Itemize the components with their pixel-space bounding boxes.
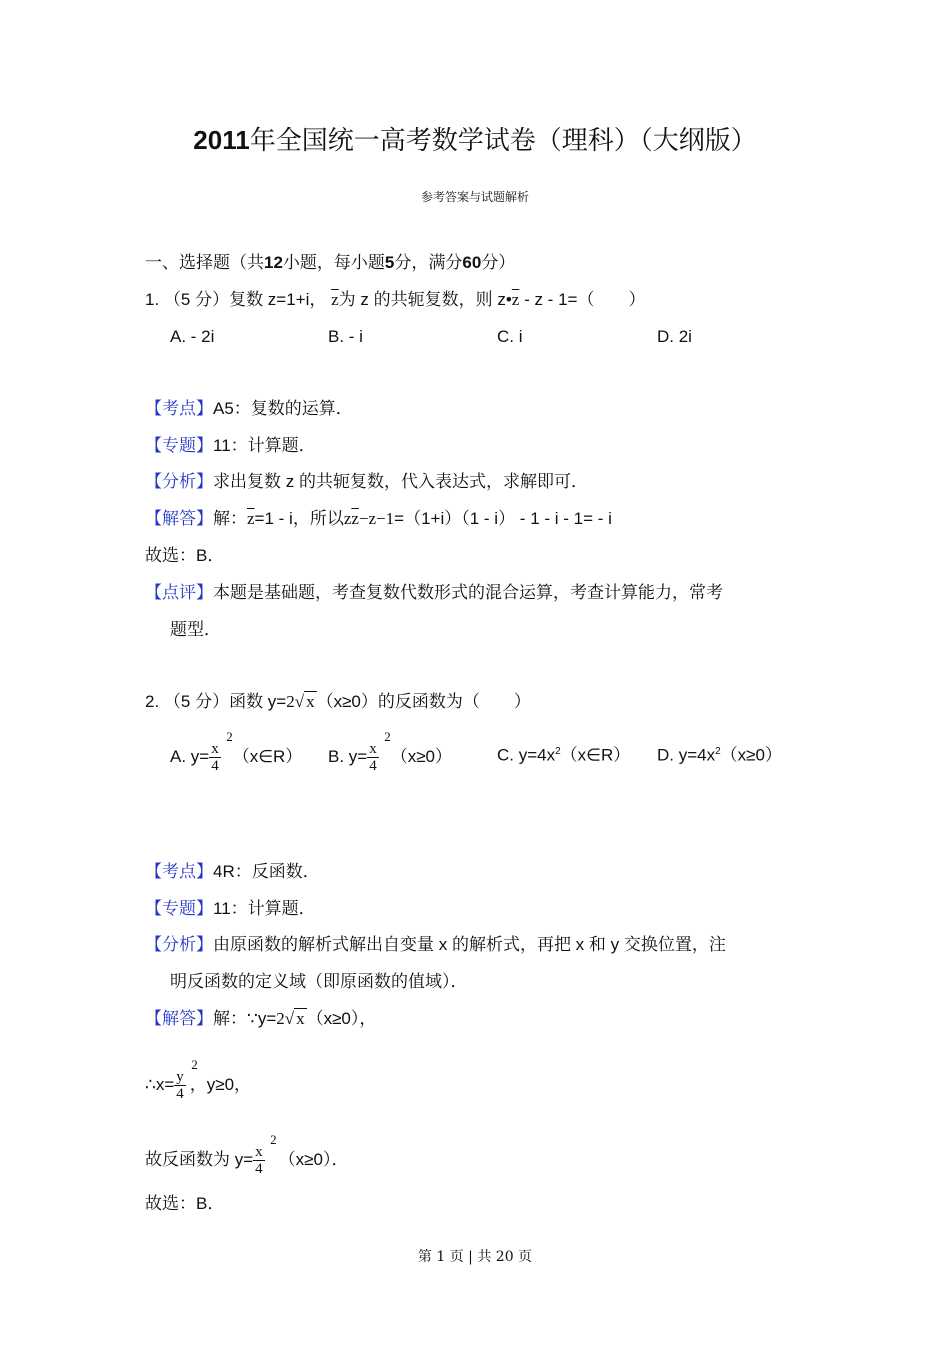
- q2-options-1-cond: （x≥0）: [390, 746, 453, 766]
- q2-step1-exp: 2: [191, 1057, 198, 1072]
- q2-option-b: [328, 729, 453, 774]
- q2-jieda: [145, 1008, 376, 1030]
- q2-options-2-exp: 2: [555, 746, 561, 757]
- q1-jieda-tag: 【解答】: [145, 509, 213, 528]
- q2-options-0-label: A. y=: [170, 746, 210, 766]
- q2-step-1: [145, 1057, 252, 1102]
- q2-answer: 故选：B．: [145, 1194, 225, 1213]
- math-fragment: [174, 1057, 198, 1102]
- q2-zhuanti: [145, 898, 316, 920]
- q2-options-1-den: 4: [369, 758, 377, 774]
- q2-jieda-b: （x≥0），: [306, 1009, 377, 1028]
- q2-jieda-coef: 2: [276, 1009, 285, 1028]
- math-fragment: [253, 1132, 277, 1177]
- q1-zbar: $\overline{z}$: [331, 290, 339, 309]
- q1-option-d: D. 2i: [657, 327, 692, 346]
- q2-step2-b: （x≥0）．: [278, 1149, 349, 1169]
- q1-stem-a: 1. （5 分）复数 z=1+i，: [145, 290, 327, 309]
- q2-step2-den: 4: [255, 1161, 263, 1177]
- q1-jieda-c: =（1+i）（1 - i） - 1 - i - 1= - i: [394, 509, 612, 528]
- q1-zhuanti-tag: 【专题】: [145, 436, 213, 455]
- q1-option-c: C. i: [497, 327, 523, 346]
- q1-kaodian-tag: 【考点】: [145, 399, 213, 418]
- q2-fenxi-tag: 【分析】: [145, 935, 213, 954]
- question-2-stem: [145, 691, 531, 713]
- q1-dianping-tag: 【点评】: [145, 583, 213, 602]
- q1-jieda-b: =1 - i，所以: [254, 509, 344, 528]
- q2-fenxi-1: 由原函数的解析式解出自变量 x 的解析式，再把 x 和 y 交换位置，注: [213, 935, 726, 954]
- section-pts: 5: [384, 253, 395, 272]
- section-mid2: 分，满分: [394, 253, 463, 272]
- q1-stem-c: - z - 1=（ ）: [524, 290, 646, 309]
- q2-rad: x: [306, 692, 315, 711]
- q2-options-3-label: D. y=4x: [657, 745, 716, 765]
- q1-dianping: [145, 582, 723, 604]
- q2-jieda-tag: 【解答】: [145, 1009, 213, 1028]
- q1-kaodian: A5：复数的运算．: [213, 399, 353, 418]
- q1-zbar: $\overline{z}$: [351, 509, 359, 528]
- q2-options-3-cond: （x≥0）: [720, 745, 782, 765]
- q2-option-a: [170, 729, 303, 774]
- q1-jieda-expr-rest: −z−1: [358, 509, 395, 528]
- q2-options-2-label: C. y=4x: [497, 745, 556, 765]
- q1-jieda-expr-z: z: [343, 509, 352, 528]
- section-heading: [145, 252, 515, 274]
- section-post: 分）: [481, 253, 516, 272]
- subtitle: 参考答案与试题解析: [420, 190, 529, 204]
- q2-options-1-exp: 2: [384, 729, 391, 744]
- q2-stem-b: （x≥0）的反函数为（ ）: [316, 692, 531, 711]
- q2-options-0-den: 4: [211, 758, 219, 774]
- q1-zbar: $\overline{z}$: [247, 509, 255, 528]
- q2-step-2: [145, 1132, 349, 1177]
- q1-answer: 故选：B．: [145, 546, 225, 565]
- math-fragment: [209, 729, 233, 774]
- question-1-stem: [145, 289, 645, 311]
- q1-jieda-a: 解：: [213, 509, 247, 528]
- q2-step1-a: ∴x=: [145, 1074, 175, 1094]
- q1-dianping-cont: 题型．: [170, 620, 221, 639]
- section-total: 60: [462, 253, 482, 272]
- page-title: [0, 124, 950, 156]
- q2-options-3-exp: 2: [715, 746, 721, 757]
- q1-fenxi: [145, 471, 588, 493]
- q2-fenxi-cont: 明反函数的定义域（即原函数的值域）．: [170, 972, 468, 991]
- q2-step2-num: x: [255, 1144, 263, 1160]
- q1-stem-b: 为 z 的共轭复数，则 z•: [338, 290, 512, 309]
- page-footer: 第 1 页 | 共 20 页: [417, 1249, 533, 1265]
- q2-step2-exp: 2: [270, 1132, 277, 1147]
- section-mid1: 小题，每小题: [282, 253, 385, 272]
- q1-zhuanti: [145, 435, 316, 457]
- q1-option-b: B. - i: [328, 327, 363, 346]
- title-year: 2011: [193, 125, 250, 155]
- q2-options-1-label: B. y=: [328, 746, 368, 766]
- q1-option-a: A. - 2i: [170, 327, 215, 346]
- q2-kaodian-tag: 【考点】: [145, 862, 213, 881]
- q1-dianping-1: 本题是基础题，考查复数代数形式的混合运算，考查计算能力，常考: [213, 583, 723, 602]
- q2-kaodian: 4R：反函数．: [213, 862, 320, 881]
- q1-zbar: $\overline{z}$: [511, 290, 520, 309]
- q2-options-2-cond: （x∈R）: [560, 745, 631, 765]
- section-n: 12: [264, 253, 283, 272]
- q2-zhuanti-tag: 【专题】: [145, 899, 213, 918]
- q2-option-d: [657, 741, 782, 767]
- q1-fenxi-tag: 【分析】: [145, 472, 213, 491]
- q2-step2-a: 故反函数为 y=: [145, 1149, 254, 1169]
- q1-kaodian: [145, 398, 353, 420]
- q2-jieda-a: 解：∵y=: [213, 1009, 277, 1028]
- q2-option-c: [497, 741, 630, 767]
- q2-stem-a: 2. （5 分）函数 y=: [145, 692, 287, 711]
- q2-options-0-num: x: [211, 741, 219, 757]
- q1-zhuanti: 11：计算题．: [213, 436, 316, 455]
- q2-options-0-exp: 2: [226, 729, 233, 744]
- q2-options-0-cond: （x∈R）: [232, 746, 303, 766]
- q1-jieda: [145, 508, 612, 530]
- q2-zhuanti: 11：计算题．: [213, 899, 316, 918]
- section-pre: 一、选择题（共: [145, 253, 264, 272]
- q2-step1-b: ，y≥0，: [189, 1074, 252, 1094]
- q2-options-1-num: x: [369, 741, 377, 757]
- q2-fenxi: [145, 934, 726, 956]
- q2-kaodian: [145, 861, 320, 883]
- title-text: 年全国统一高考数学试卷（理科）（大纲版）: [249, 125, 757, 155]
- q2-step1-num: y: [176, 1069, 184, 1085]
- q2-coef: 2: [286, 692, 295, 711]
- q2-step1-den: 4: [176, 1086, 184, 1102]
- q2-jieda-rad: x: [296, 1009, 305, 1028]
- q1-fenxi: 求出复数 z 的共轭复数，代入表达式，求解即可．: [213, 472, 588, 491]
- math-fragment: 2√ x: [286, 692, 315, 711]
- math-fragment: 2√ x: [276, 1009, 305, 1028]
- math-fragment: [367, 729, 391, 774]
